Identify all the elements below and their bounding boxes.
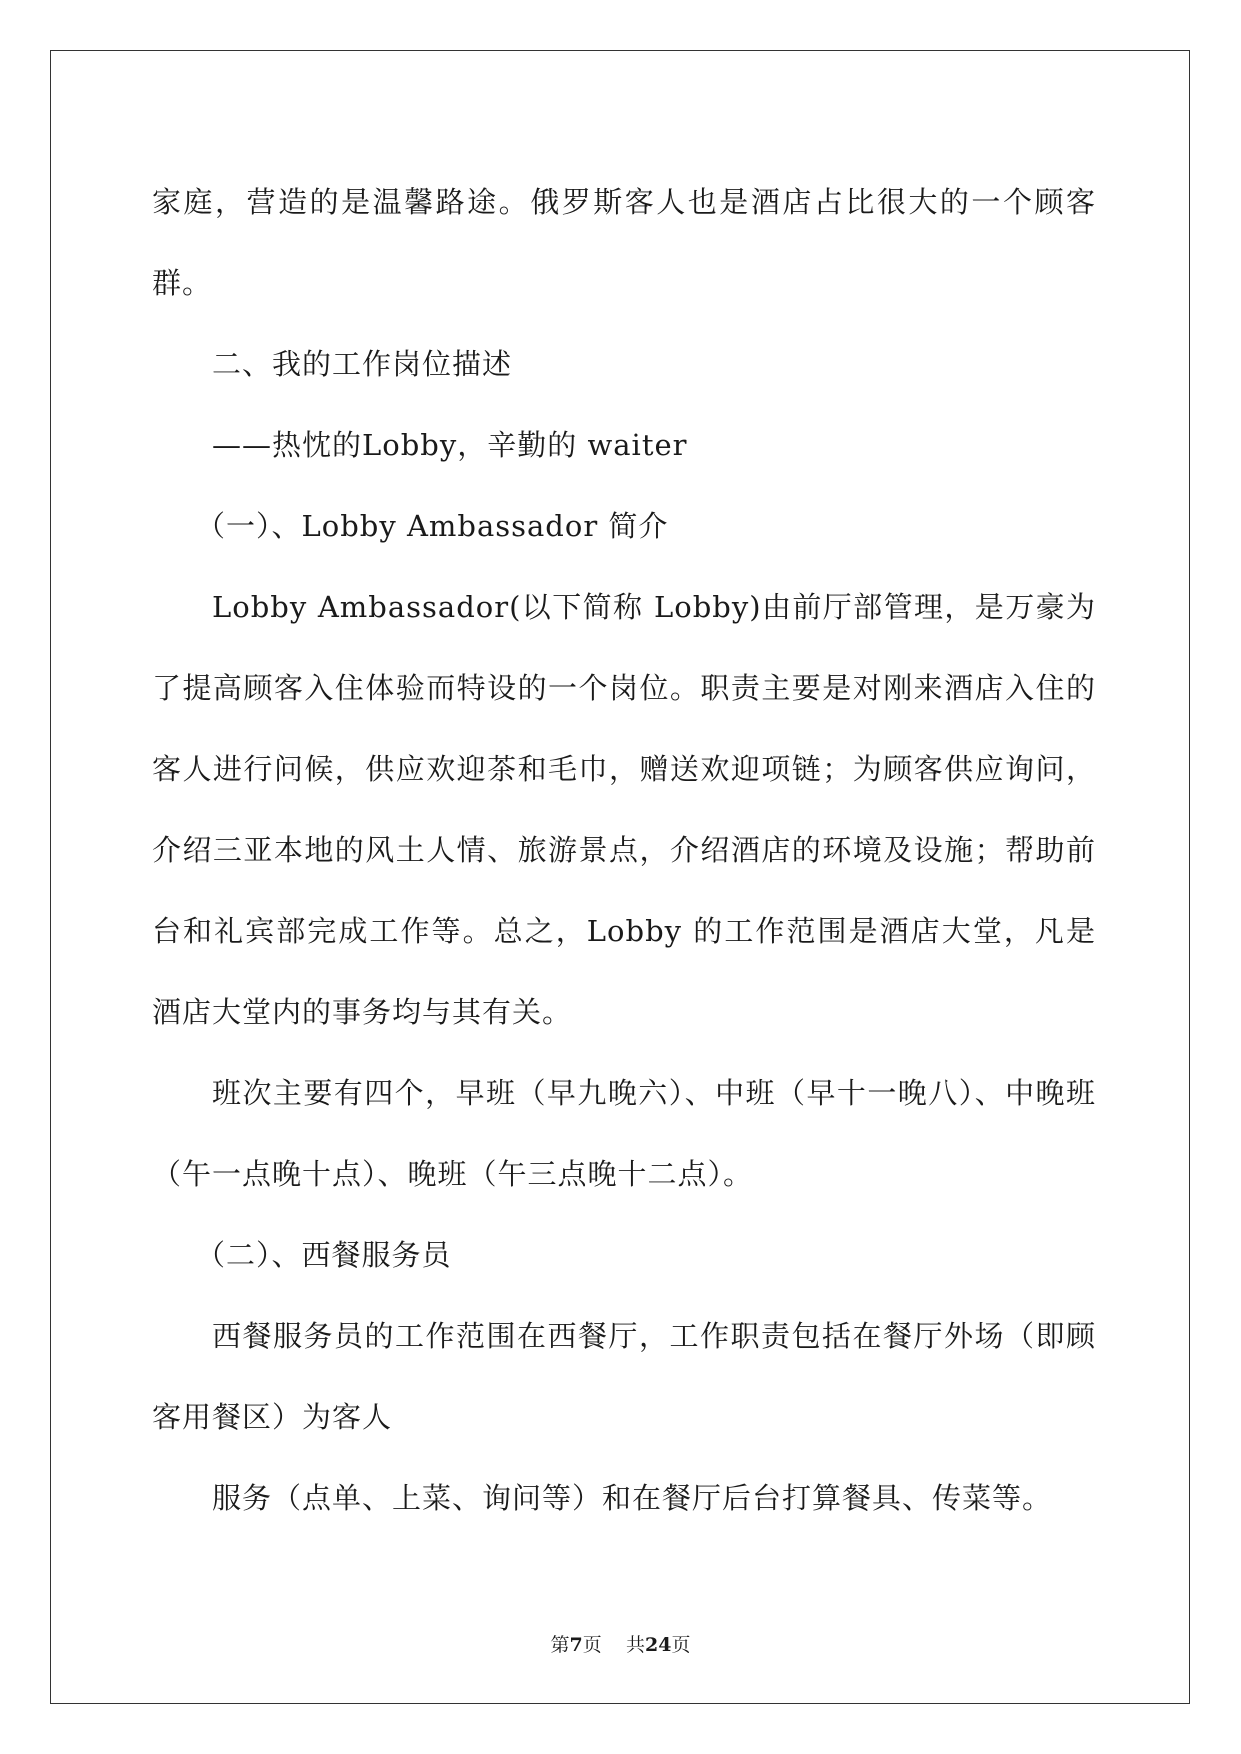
paragraph-waiter-scope: 西餐服务员的工作范围在西餐厅，工作职责包括在餐厅外场（即顾客用餐区）为客人 [152,1319,1096,1434]
page-footer [0,1630,1241,1657]
total-prefix: 共 [625,1634,645,1656]
paragraph-shifts: 班次主要有四个，早班（早九晚六）、中班（早十一晚八）、中晚班（午一点晚十点）、晚班（午三点晚十二点）。 [152,1076,1096,1191]
paragraph-lobby-description: Lobby Ambassador(以下简称 Lobby)由前厅部管理，是万豪为了提高顾客入住体验而特设的一个岗位。职责主要是对刚来酒店入住的客人进行问候，供应欢迎茶和毛巾，赠送欢迎项链；为顾客供应询问，介绍三亚本地的风土人情、旅游景点，介绍酒店的环境及设施；帮助前台和礼宾部完成工作等。总之，Lobby 的工作范围是酒店大堂，凡是酒店大堂内的事务均与其有关。 [152,590,1096,1029]
total-pages: 24 [644,1634,672,1656]
subsection-heading-1: （一）、Lobby Ambassador 简介 [196,509,669,543]
paragraph-waiter-duties: 服务（点单、上菜、询问等）和在餐厅后台打算餐具、传菜等。 [212,1481,1053,1515]
subsection-heading-2: （二）、西餐服务员 [196,1238,452,1272]
total-suffix: 页 [671,1634,691,1656]
page-number: 7 [569,1634,583,1656]
paragraph-continuation: 家庭，营造的是温馨路途。俄罗斯客人也是酒店占比很大的一个顾客群。 [152,185,1096,300]
section-subtitle: ——热忱的Lobby，辛勤的 waiter [212,428,688,462]
document-body [152,162,1096,1539]
section-heading-2: 二、我的工作岗位描述 [212,347,513,381]
page-suffix: 页 [582,1634,602,1656]
page-prefix: 第 [550,1634,570,1656]
